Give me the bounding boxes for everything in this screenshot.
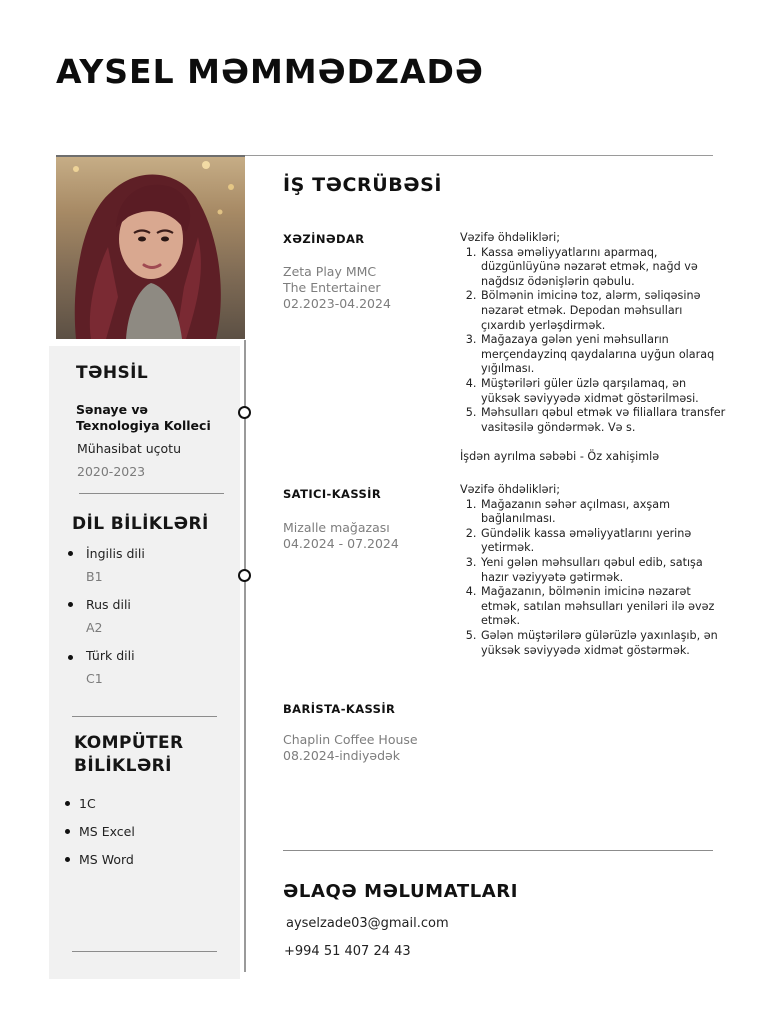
duty-item: 4. Müştəriləri güler üzlə qarşılamaq, ən yüksək səviyyədə xidmət göstərilməsi.: [480, 377, 728, 406]
sidebar-divider: [72, 951, 217, 952]
bullet-icon: [65, 801, 70, 806]
duty-item: 2. Gündəlik kassa əməliyyatlarını yerinə yetirmək.: [480, 527, 728, 556]
contact-email: ayselzade03@gmail.com: [286, 916, 449, 931]
header-divider: [244, 155, 713, 156]
job-company: Chaplin Coffee House: [283, 732, 418, 747]
job-duties: [460, 231, 728, 435]
duty-item: 3. Mağazaya gələn yeni məhsulların merçendayzinq qaydalarına uyğun olaraq yığılması.: [480, 333, 728, 377]
computer-skill: MS Excel: [79, 824, 135, 839]
duty-item: 3. Yeni gələn məhsulları qəbul edib, satışa hazır vəziyyətə gətirmək.: [480, 556, 728, 585]
language-name: İngilis dili: [86, 546, 145, 561]
job-period: 04.2024 - 07.2024: [283, 536, 399, 551]
computer-skill: MS Word: [79, 852, 134, 867]
job-title: XƏZİNƏDAR: [283, 232, 365, 246]
sidebar-divider: [72, 716, 217, 717]
job-title: BARİSTA-KASSİR: [283, 702, 396, 716]
job-period: 02.2023-04.2024: [283, 296, 391, 311]
duty-item: 1. Kassa əməliyyatlarını aparmaq, düzgünlüyünə nəzarət etmək, nağd və nağdsız ödənişlərin qəbulu.: [480, 246, 728, 290]
bullet-icon: [65, 857, 70, 862]
contact-divider: [283, 850, 713, 851]
timeline-node: [238, 406, 251, 419]
experience-heading: İŞ TƏCRÜBƏSİ: [283, 174, 443, 196]
contact-phone: +994 51 407 24 43: [284, 944, 411, 959]
computer-skills-heading-line1: KOMPÜTER: [74, 733, 184, 753]
duty-item: 5. Gələn müştərilərə gülərüzlə yaxınlaşıb, ən yüksək səviyyədə xidmət göstərmək.: [480, 629, 728, 658]
language-level: C1: [86, 671, 103, 686]
portrait-illustration: [56, 157, 245, 339]
timeline-line: [244, 340, 246, 972]
duties-heading: Vəzifə öhdəlikləri;: [460, 231, 560, 244]
duty-item: 2. Bölmənin imicinə toz, alərm, səliqəsinə nəzarət etmək. Depodan məhsulları çıxardıb yerləşdirmək.: [480, 289, 728, 333]
job-company: Mizalle mağazası: [283, 520, 390, 535]
computer-skill: 1C: [79, 796, 96, 811]
leave-reason: İşdən ayrılma səbəbi - Öz xahişimlə: [460, 450, 660, 463]
school-name-line2: Texnologiya Kolleci: [76, 418, 211, 433]
profile-photo: [56, 157, 245, 339]
computer-skills-heading-line2: BİLİKLƏRİ: [74, 756, 172, 776]
school-name-line1: Sənaye və: [76, 402, 149, 417]
duty-item: 5. Məhsulları qəbul etmək və filiallara transfer vasitəsilə göndərmək. Və s.: [480, 406, 728, 435]
bullet-icon: [65, 829, 70, 834]
bullet-icon: [68, 655, 73, 660]
bullet-icon: [68, 602, 73, 607]
bullet-icon: [68, 551, 73, 556]
job-title: SATICI-KASSİR: [283, 487, 382, 501]
language-name: Türk dili: [86, 648, 135, 663]
job-company: Zeta Play MMC: [283, 264, 377, 279]
languages-heading: DİL BİLİKLƏRİ: [72, 514, 209, 534]
language-name: Rus dili: [86, 597, 131, 612]
contact-heading: ƏLAQƏ MƏLUMATLARI: [283, 881, 519, 902]
duties-heading: Vəzifə öhdəlikləri;: [460, 483, 560, 496]
job-duties: [460, 483, 728, 658]
education-years: 2020-2023: [77, 464, 146, 479]
sidebar-divider: [79, 493, 224, 494]
resume-name: AYSEL MƏMMƏDZADƏ: [56, 52, 484, 91]
education-field: Mühasibat uçotu: [77, 441, 182, 456]
language-level: B1: [86, 569, 103, 584]
language-level: A2: [86, 620, 103, 635]
timeline-node: [238, 569, 251, 582]
job-period: 08.2024-indiyədək: [283, 748, 400, 763]
duty-item: 1. Mağazanın səhər açılması, axşam bağlanılması.: [480, 498, 728, 527]
duty-item: 4. Mağazanın, bölmənin imicinə nəzarət etmək, satılan məhsulları yeniləri ilə əvəz etmək.: [480, 585, 728, 629]
education-heading: TƏHSİL: [76, 363, 149, 383]
job-company-sub: The Entertainer: [283, 280, 381, 295]
